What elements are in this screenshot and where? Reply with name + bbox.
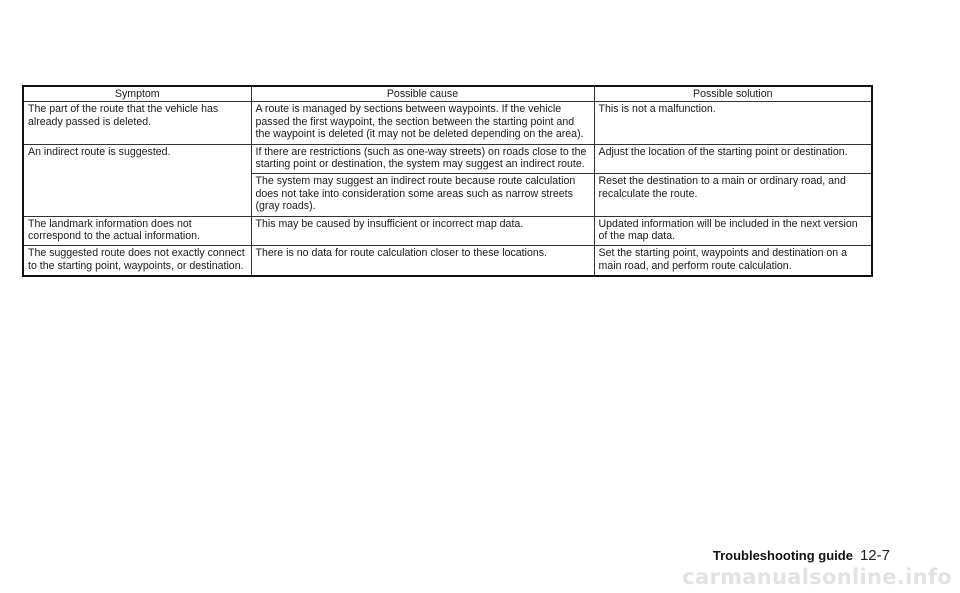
table-row	[23, 216, 872, 246]
troubleshooting-table-container	[22, 85, 871, 277]
header-possible-cause: Possible cause	[251, 86, 594, 102]
header-symptom: Symptom	[23, 86, 251, 102]
solution-cell: Reset the destination to a main or ordinary road, and recalculate the route.	[594, 174, 872, 216]
cause-cell: The system may suggest an indirect route because route calculation does not take into consideration some areas such as narrow streets (gray roads).	[251, 174, 594, 216]
table-row	[23, 246, 872, 276]
table-header-row	[23, 86, 872, 102]
solution-cell: Set the starting point, waypoints and destination on a main road, and perform route calculation.	[594, 246, 872, 276]
cause-cell: This may be caused by insufficient or incorrect map data.	[251, 216, 594, 246]
solution-cell: Adjust the location of the starting point or destination.	[594, 144, 872, 174]
page-number: 12-7	[859, 547, 890, 564]
cause-cell: If there are restrictions (such as one-way streets) on roads close to the starting point or destination, the system may suggest an indirect route.	[251, 144, 594, 174]
symptom-cell: An indirect route is suggested.	[23, 144, 251, 216]
symptom-cell: The part of the route that the vehicle has already passed is deleted.	[23, 102, 251, 144]
watermark: carmanualsonline.info	[682, 565, 952, 589]
cause-cell: A route is managed by sections between waypoints. If the vehicle passed the first waypoint, the section between the starting point and the waypoint is deleted (it may not be deleted depending on the area).	[251, 102, 594, 144]
header-possible-solution: Possible solution	[594, 86, 872, 102]
cause-cell: There is no data for route calculation closer to these locations.	[251, 246, 594, 276]
solution-cell: This is not a malfunction.	[594, 102, 872, 144]
page-footer	[713, 547, 890, 564]
section-title: Troubleshooting guide	[712, 548, 853, 563]
solution-cell: Updated information will be included in the next version of the map data.	[594, 216, 872, 246]
symptom-cell: The landmark information does not correspond to the actual information.	[23, 216, 251, 246]
troubleshooting-table	[22, 85, 873, 277]
symptom-cell: The suggested route does not exactly connect to the starting point, waypoints, or destination.	[23, 246, 251, 276]
table-row	[23, 102, 872, 144]
table-row	[23, 144, 872, 174]
